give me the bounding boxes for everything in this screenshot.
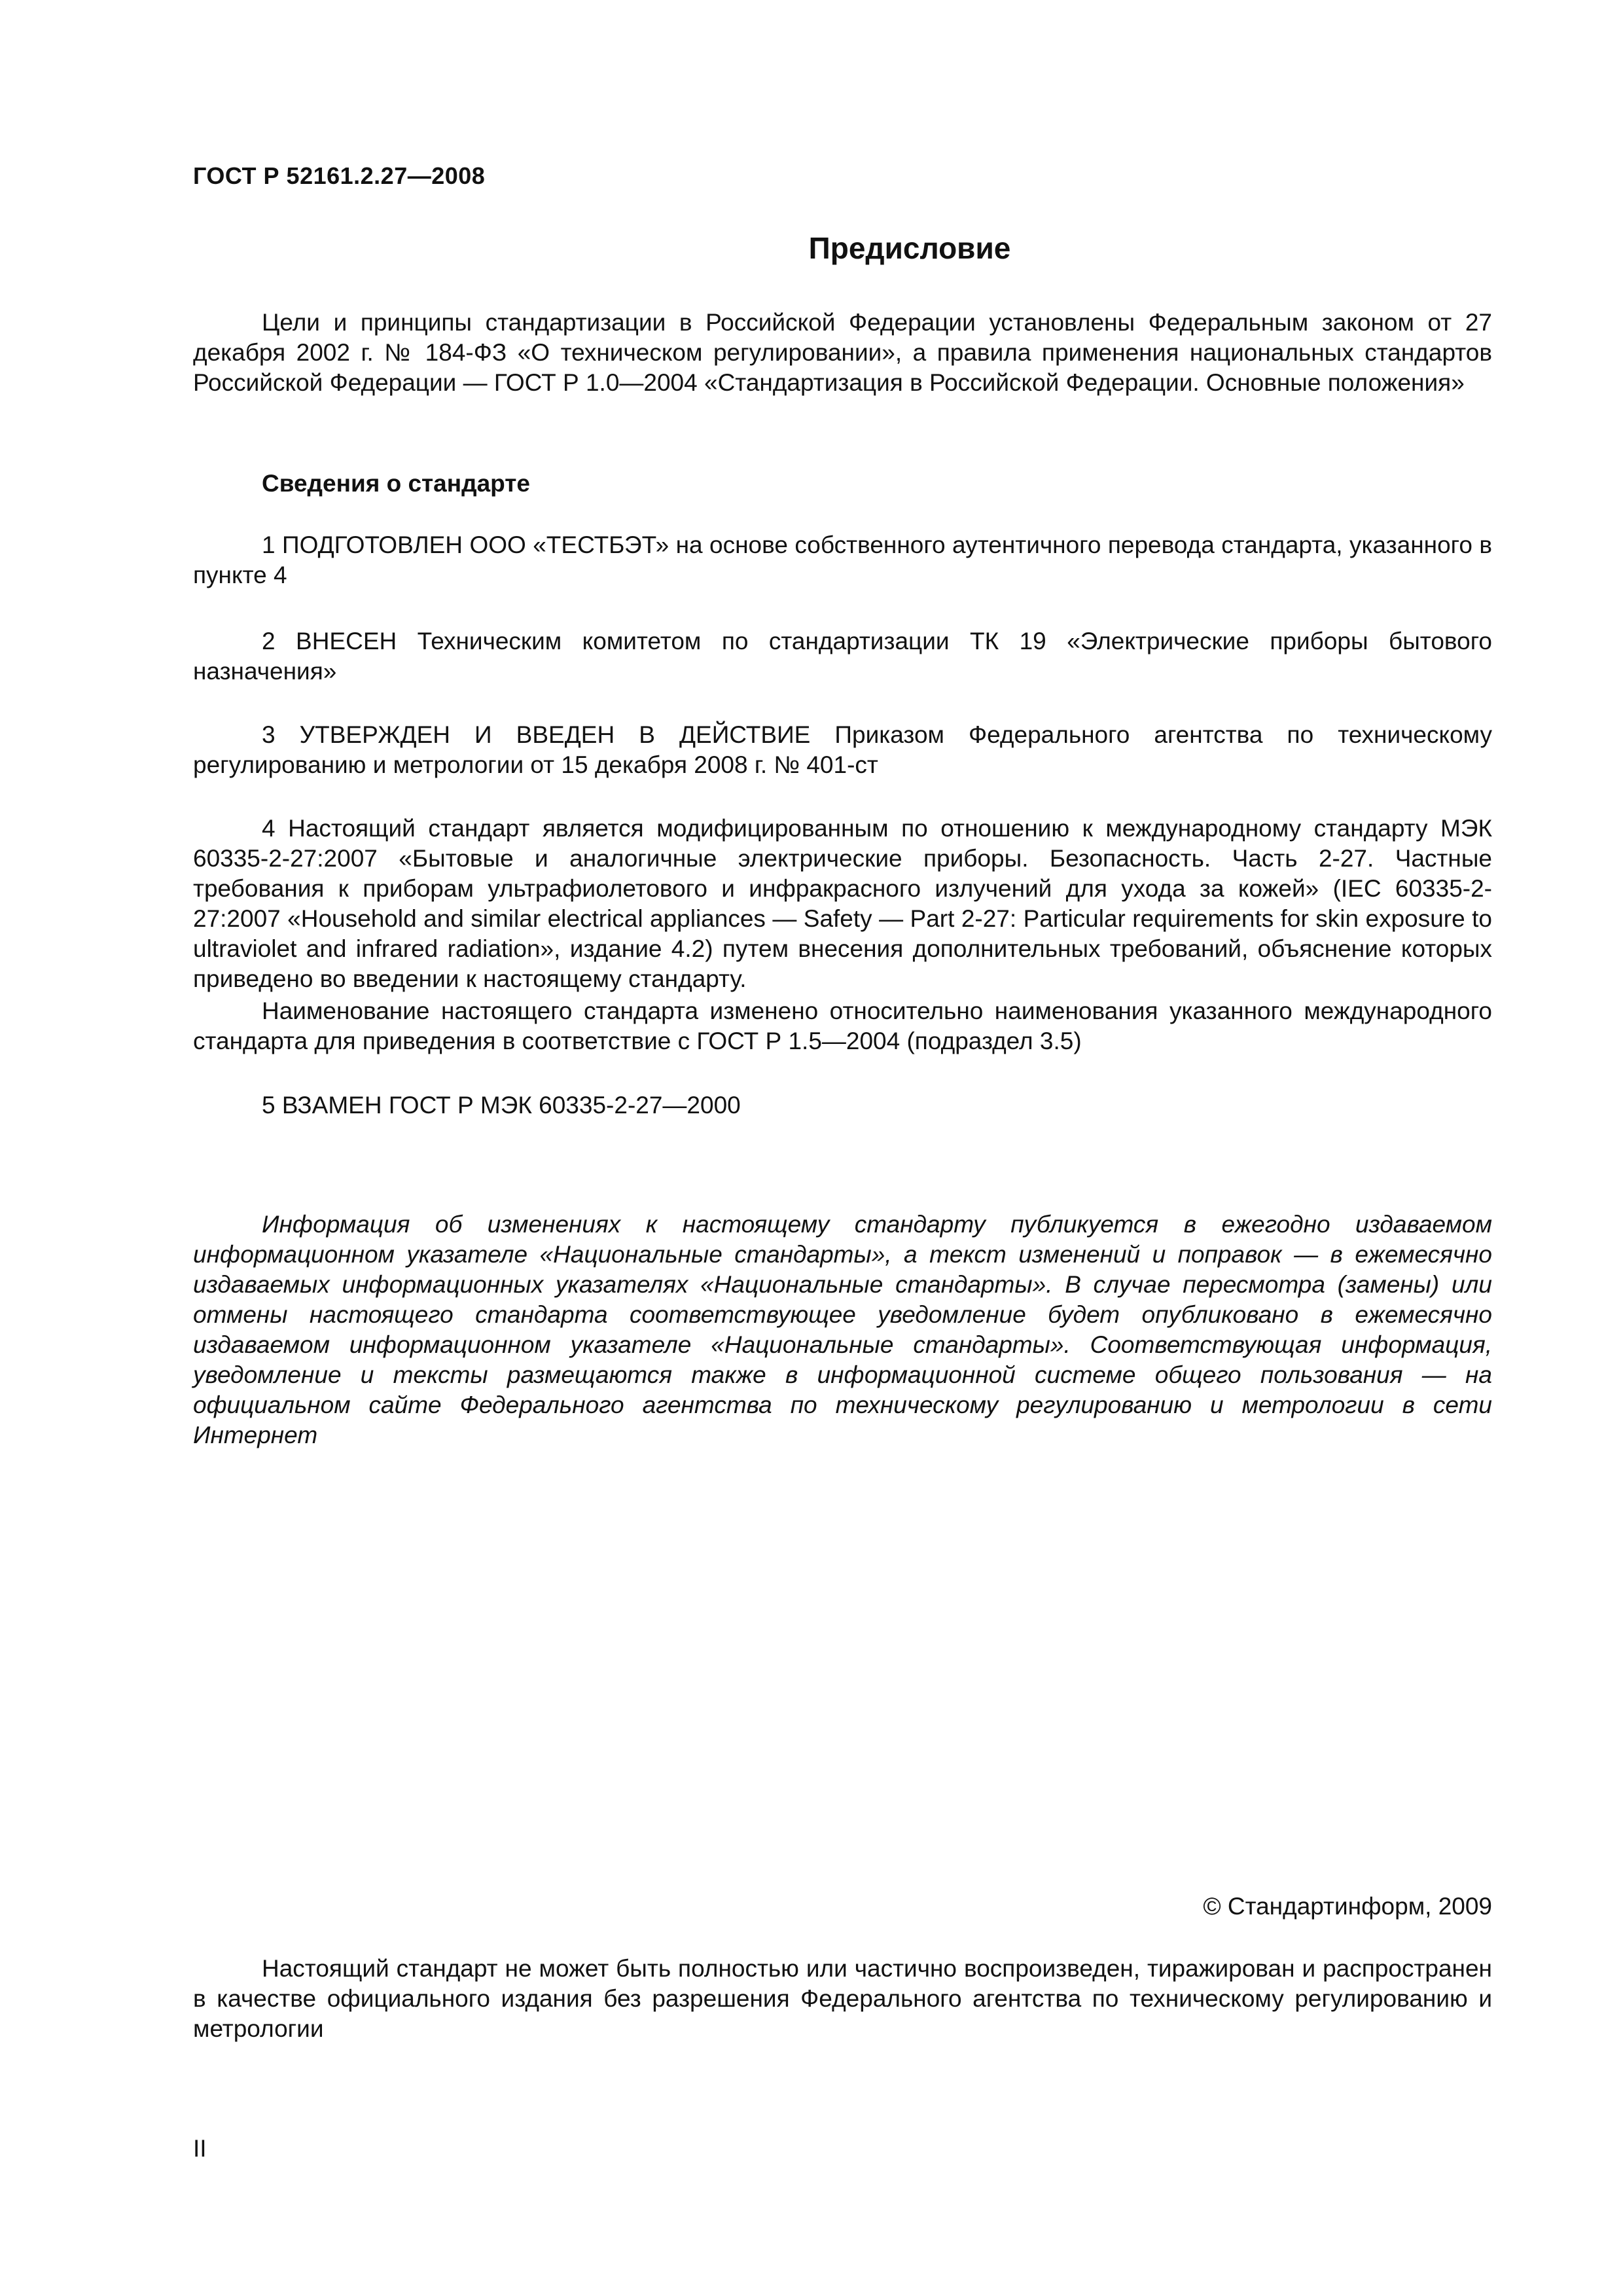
intro-paragraph: Цели и принципы стандартизации в Российской Федерации установлены Федеральным законом от 27 декабря 2002 г. № 184-ФЗ «О техническом регулировании», а правила применения национальных стандартов Российской Федерации — ГОСТ Р 1.0—2004 «Стандартизация в Российской Федерации. Основные положения»: [193, 309, 1492, 396]
item-4-paragraph: 4 Настоящий стандарт является модифицированным по отношению к международному стандарту МЭК 60335-2-27:2007 «Бытовые и аналогичные электрические приборы. Безопасность. Часть 2-27. Частные требования к приборам ультрафиолетового и инфракрасного излучений для ухода за кожей» (IEC 60335-2-27:2007 «Household and similar electrical appliances — Safety — Part 2-27: Particular requirements for skin exposure to ultraviolet and infrared radiation», издание 4.2) путем внесения дополнительных требований, объяснение которых приведено во введении к настоящему стандарту.: [193, 815, 1492, 992]
copyright-line: © Стандартинформ, 2009: [1203, 1893, 1492, 1920]
item-2-paragraph: 2 ВНЕСЕН Техническим комитетом по стандартизации ТК 19 «Электрические приборы бытового назначения»: [193, 628, 1492, 685]
info-notice-paragraph: Информация об изменениях к настоящему стандарту публикуется в ежегодно издаваемом информационном указателе «Национальные стандарты», а текст изменений и поправок — в ежемесячно издаваемых информационных указателях «Национальные стандарты». В случае пересмотра (замены) или отмены настоящего стандарта соответствующее уведомление будет опубликовано в ежемесячно издаваемом информационном указателе «Национальные стандарты». Соответствующая информация, уведомление и тексты размещаются также в информационной системе общего пользования — на официальном сайте Федерального агентства по техническому регулированию и метрологии в сети Интернет: [193, 1211, 1492, 1448]
page-number: II: [193, 2135, 207, 2162]
page-title: Предисловие: [808, 231, 1011, 265]
item-5-paragraph: 5 ВЗАМЕН ГОСТ Р МЭК 60335-2-27—2000: [262, 1092, 741, 1119]
standard-info-heading: Сведения о стандарте: [262, 470, 530, 497]
item-1-paragraph: 1 ПОДГОТОВЛЕН ООО «ТЕСТБЭТ» на основе собственного аутентичного перевода стандарта, указанного в пункте 4: [193, 531, 1492, 588]
item-3-paragraph: 3 УТВЕРЖДЕН И ВВЕДЕН В ДЕЙСТВИЕ Приказом Федерального агентства по техническому регулированию и метрологии от 15 декабря 2008 г. № 401-ст: [193, 721, 1492, 778]
item-4-note-paragraph: Наименование настоящего стандарта изменено относительно наименования указанного международного стандарта для приведения в соответствие с ГОСТ Р 1.5—2004 (подраздел 3.5): [193, 997, 1492, 1054]
reproduction-notice-paragraph: Настоящий стандарт не может быть полностью или частично воспроизведен, тиражирован и распространен в качестве официального издания без разрешения Федерального агентства по техническому регулированию и метрологии: [193, 1955, 1492, 2042]
document-header-id: ГОСТ Р 52161.2.27—2008: [193, 162, 486, 189]
